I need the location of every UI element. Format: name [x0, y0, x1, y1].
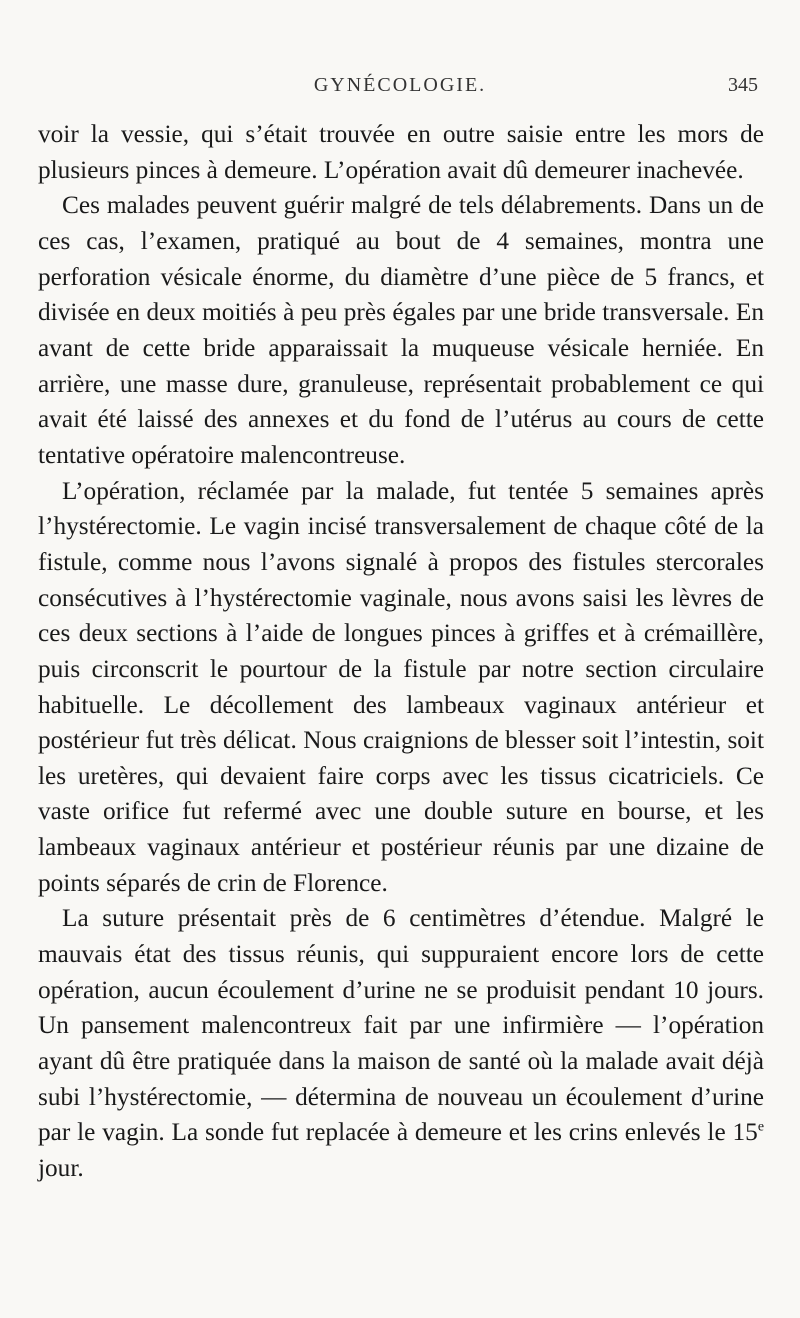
page-header — [38, 74, 762, 104]
paragraph-4 — [38, 901, 764, 1186]
paragraph-4-tail: jour. — [38, 1154, 84, 1183]
running-title: GYNÉCOLOGIE. — [313, 74, 487, 96]
paragraph-4-text: La suture présentait près de 6 centimètres d’étendue. Malgré le mauvais état des tissus réunis, qui suppuraient encore lors de cette opération, aucun écoulement d’urine ne se produisit pendant 10 jours. Un pansement malencontreux fait par une infirmière — l’opération ayant dû être pratiquée dans la maison de santé où la malade avait déjà subi l’hystérectomie, — détermina de nouveau un écoulement d’urine par le vagin. La sonde fut replacée à demeure et les crins enlevés le — [38, 904, 764, 1147]
page-number: 345 — [728, 74, 758, 96]
ordinal-number: 15 — [732, 1118, 758, 1147]
paragraph-3: L’opération, réclamée par la malade, fut tentée 5 semaines après l’hystérectomie. Le vagin incisé transversalement de chaque côté de la fistule, comme nous l’avons signalé à propos des fistules stercorales consécutives à l’hystérectomie vaginale, nous avons saisi les lèvres de ces deux sections à l’aide de longues pinces à griffes et à crémaillère, puis circonscrit le pourtour de la fistule par notre section circulaire habituelle. Le décollement des lambeaux vaginaux antérieur et postérieur fut très délicat. Nous craignions de blesser soit l’intestin, soit les uretères, qui devaient faire corps avec les tissus cicatriciels. Ce vaste orifice fut refermé avec une double suture en bourse, et les lambeaux vaginaux antérieur et postérieur réunis par une dizaine de points séparés de crin de Florence. — [38, 476, 764, 897]
body-text — [38, 117, 764, 1187]
paragraph-1: voir la vessie, qui s’était trouvée en outre saisie entre les mors de plusieurs pinces à demeure. L’opération avait dû demeurer inachevée. — [38, 120, 764, 184]
ordinal-superscript: e — [757, 1119, 764, 1135]
paragraph-2: Ces malades peuvent guérir malgré de tels délabrements. Dans un de ces cas, l’examen, pratiqué au bout de 4 semaines, montra une perforation vésicale énorme, du diamètre d’une pièce de 5 francs, et divisée en deux moitiés à peu près égales par une bride transversale. En avant de cette bride apparaissait la muqueuse vésicale herniée. En arrière, une masse dure, granuleuse, représentait probablement ce qui avait été laissé des annexes et du fond de l’utérus au cours de cette tentative opératoire malencontreuse. — [38, 191, 764, 469]
